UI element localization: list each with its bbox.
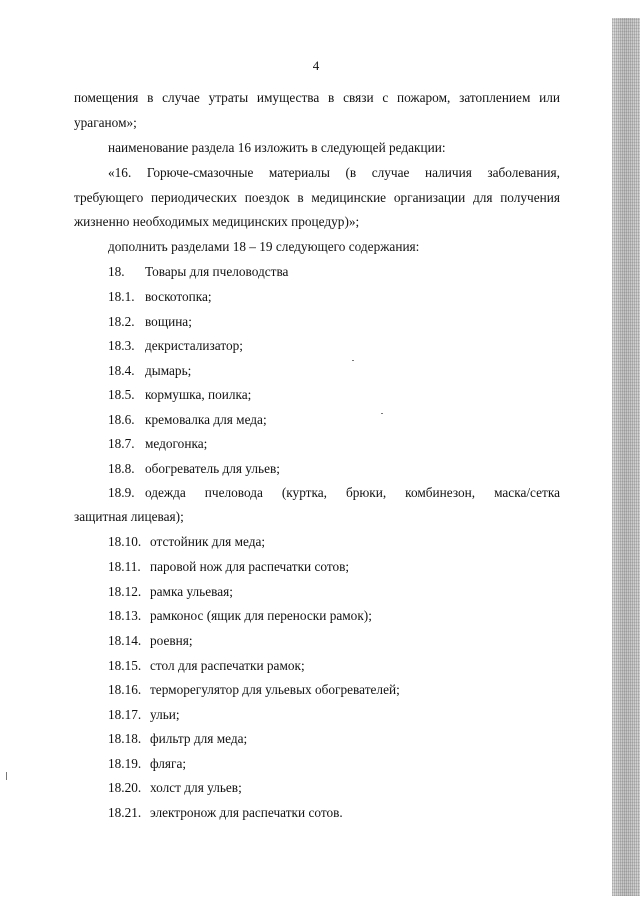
list-item-text: обогреватель для ульев; <box>145 461 280 476</box>
list-item-text: одежда пчеловода (куртка, брюки, комбинезон, маска/сетка <box>145 485 560 500</box>
list-item-number: 18.14. <box>108 633 142 648</box>
scan-speck <box>381 413 383 414</box>
list-item-number: 18.7. <box>108 436 135 451</box>
paragraph-line: требующего периодических поездок в медицинские организации для получения <box>74 190 560 205</box>
list-item-text: фляга; <box>150 756 187 771</box>
list-item-text: фильтр для меда; <box>150 731 248 746</box>
list-item-number: 18.2. <box>108 314 135 329</box>
scan-speck <box>6 772 7 780</box>
list-item-number: 18.4. <box>108 363 135 378</box>
list-item-number: 18.11. <box>108 559 141 574</box>
list-item-number: 18.10. <box>108 534 142 549</box>
list-item-text: рамка ульевая; <box>150 584 233 599</box>
paragraph-line: дополнить разделами 18 – 19 следующего содержания: <box>108 239 420 254</box>
list-item-number: 18.13. <box>108 608 142 623</box>
page-number: 4 <box>312 58 320 73</box>
list-item-number: 18.19. <box>108 756 142 771</box>
list-item-number: 18.3. <box>108 338 135 353</box>
paragraph-line: «16. Горюче-смазочные материалы (в случае наличия заболевания, <box>108 165 560 180</box>
list-item-number: 18.15. <box>108 658 142 673</box>
list-item-text: холст для ульев; <box>150 780 242 795</box>
list-item-number: 18.16. <box>108 682 142 697</box>
section-number: 18. <box>108 264 125 279</box>
list-item-number: 18.12. <box>108 584 142 599</box>
scan-edge-artifact <box>612 18 640 896</box>
list-item-text: отстойник для меда; <box>150 534 266 549</box>
section-title: Товары для пчеловодства <box>145 264 289 279</box>
list-item-number: 18.21. <box>108 805 142 820</box>
list-item-text: вощина; <box>145 314 192 329</box>
list-item-text: терморегулятор для ульевых обогревателей; <box>150 682 400 697</box>
paragraph-line: ураганом»; <box>74 115 137 130</box>
list-item-text: кремовалка для меда; <box>145 412 267 427</box>
list-item-text: роевня; <box>150 633 193 648</box>
list-item-number: 18.18. <box>108 731 142 746</box>
list-item-text: дымарь; <box>145 363 192 378</box>
paragraph-line: жизненно необходимых медицинских процедур)»; <box>74 214 360 229</box>
list-item-text: кормушка, поилка; <box>145 387 252 402</box>
list-item-continuation: защитная лицевая); <box>74 509 184 524</box>
list-item-number: 18.1. <box>108 289 135 304</box>
list-item-text: паровой нож для распечатки сотов; <box>150 559 350 574</box>
list-item-number: 18.17. <box>108 707 142 722</box>
list-item-text: рамконос (ящик для переноски рамок); <box>150 608 372 623</box>
scan-speck <box>352 360 354 361</box>
paragraph-line: наименование раздела 16 изложить в следующей редакции: <box>108 140 446 155</box>
list-item-text: воскотопка; <box>145 289 212 304</box>
list-item-number: 18.6. <box>108 412 135 427</box>
paragraph-line: помещения в случае утраты имущества в связи с пожаром, затоплением или <box>74 90 560 105</box>
list-item-number: 18.8. <box>108 461 135 476</box>
list-item-number: 18.20. <box>108 780 142 795</box>
list-item-text: декристализатор; <box>145 338 243 353</box>
list-item-text: стол для распечатки рамок; <box>150 658 305 673</box>
list-item-number: 18.9. <box>108 485 135 500</box>
list-item-number: 18.5. <box>108 387 135 402</box>
list-item-text: медогонка; <box>145 436 208 451</box>
list-item-text: ульи; <box>150 707 180 722</box>
list-item-text: электронож для распечатки сотов. <box>150 805 343 820</box>
